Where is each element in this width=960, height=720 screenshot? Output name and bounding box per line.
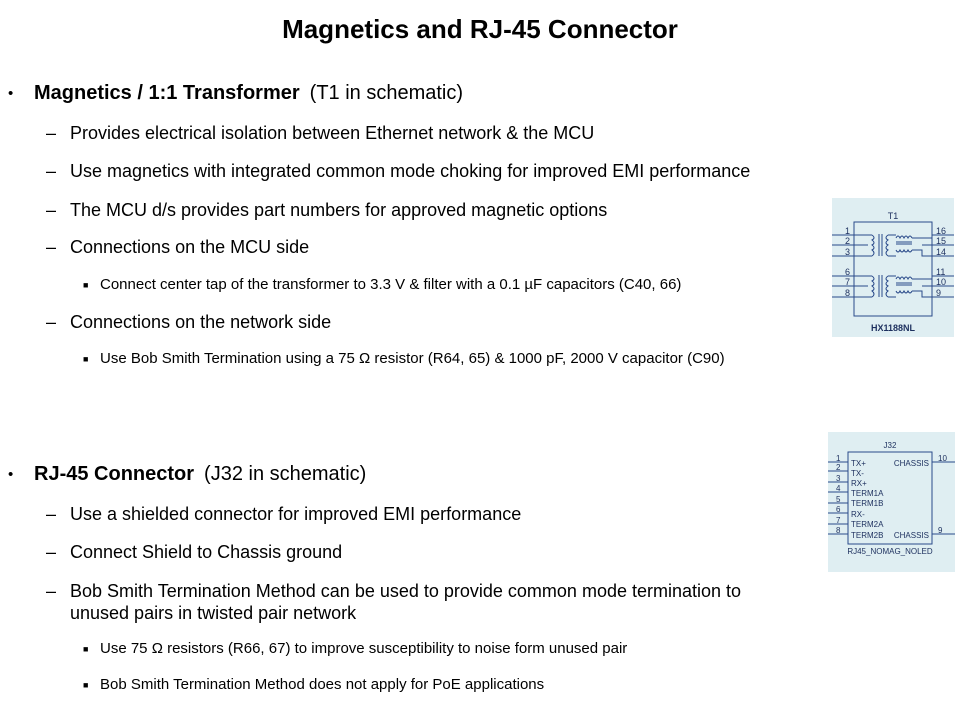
j32-signal-label: TERM2B	[851, 531, 884, 540]
dash-marker: –	[46, 581, 57, 601]
list-item-text: Use Bob Smith Termination using a 75 Ω resistor (R64, 65) & 1000 pF, 2000 V capacitor (C90)	[100, 350, 725, 367]
list-item	[46, 199, 608, 221]
rj45-connector-schematic	[828, 432, 955, 572]
t1-pin-label: 15	[936, 236, 947, 246]
square-marker: ■	[83, 680, 89, 690]
j32-pin-label: 10	[938, 454, 947, 463]
square-marker: ■	[83, 644, 89, 654]
list-item-text: Connections on the MCU side	[70, 237, 310, 257]
dash-marker: –	[46, 200, 57, 220]
j32-signal-label: TX+	[851, 459, 866, 468]
transformer-schematic	[832, 198, 954, 337]
t1-pin-label: 7	[845, 277, 851, 287]
j32-pin-label: 6	[836, 505, 841, 514]
magnetics-heading-note: (T1 in schematic)	[309, 82, 464, 104]
t1-pin-label: 1	[845, 226, 851, 236]
list-item	[83, 640, 628, 657]
list-item	[83, 676, 545, 693]
dash-marker: –	[46, 504, 57, 524]
t1-pin-label: 10	[936, 277, 947, 287]
j32-signal-label: RX+	[851, 479, 867, 488]
dash-marker: –	[46, 542, 57, 562]
list-item	[46, 160, 751, 182]
list-item	[46, 311, 332, 333]
j32-chassis-label: CHASSIS	[893, 531, 929, 540]
list-item-text: Connections on the network side	[70, 312, 332, 332]
j32-pin-label: 5	[836, 495, 841, 504]
section-magnetics-heading	[8, 82, 464, 105]
section-rj45-heading	[8, 463, 367, 486]
list-item-text: Bob Smith Termination Method can be used to provide common mode termination to	[70, 581, 742, 601]
j32-ref-label: J32	[883, 441, 897, 450]
t1-part-label: HX1188NL	[870, 323, 916, 333]
t1-pin-label: 2	[845, 236, 851, 246]
magnetics-heading-text: Magnetics / 1:1 Transformer	[34, 82, 300, 104]
list-item-text: Connect Shield to Chassis ground	[70, 542, 343, 562]
t1-pin-label: 8	[845, 288, 851, 298]
j32-pin-label: 1	[836, 454, 841, 463]
j32-signal-label: RX-	[851, 510, 865, 519]
list-item-text: Bob Smith Termination Method does not apply for PoE applications	[100, 676, 545, 693]
list-item	[46, 580, 742, 602]
t1-pin-label: 9	[936, 288, 942, 298]
dash-marker: –	[46, 123, 57, 143]
list-item-text: Use magnetics with integrated common mode choking for improved EMI performance	[70, 161, 751, 181]
t1-pin-label: 11	[936, 267, 946, 277]
dash-marker: –	[46, 237, 57, 257]
j32-pin-label: 4	[836, 484, 841, 493]
list-item	[83, 276, 682, 293]
list-item-text: Use 75 Ω resistors (R66, 67) to improve susceptibility to noise form unused pair	[100, 640, 628, 657]
rj45-connector-symbol	[828, 432, 955, 572]
j32-signal-label: TX-	[851, 469, 864, 478]
t1-ref-label: T1	[887, 211, 899, 221]
square-marker: ■	[83, 280, 89, 290]
list-item-text: The MCU d/s provides part numbers for approved magnetic options	[70, 200, 608, 220]
list-item	[46, 122, 595, 144]
bullet-marker: •	[8, 85, 14, 102]
transformer-symbol	[832, 198, 954, 337]
list-item-text: unused pairs in twisted pair network	[70, 603, 357, 623]
j32-pin-label: 9	[938, 526, 943, 535]
list-item-text: Provides electrical isolation between Ethernet network & the MCU	[70, 123, 595, 143]
list-item	[46, 503, 522, 525]
j32-signal-label: TERM2A	[851, 520, 884, 529]
j32-signal-label: TERM1A	[851, 489, 884, 498]
t1-pin-label: 14	[936, 247, 947, 257]
rj45-heading-note: (J32 in schematic)	[204, 463, 367, 485]
list-item	[83, 350, 725, 367]
j32-pin-label: 8	[836, 526, 841, 535]
t1-pin-label: 16	[936, 226, 947, 236]
list-item	[46, 541, 343, 563]
square-marker: ■	[83, 354, 89, 364]
list-item-continuation	[70, 602, 356, 624]
j32-pin-label: 7	[836, 516, 841, 525]
j32-part-label: RJ45_NOMAG_NOLED	[847, 547, 933, 556]
j32-chassis-label: CHASSIS	[893, 459, 929, 468]
dash-marker: –	[46, 161, 57, 181]
j32-pin-label: 3	[836, 474, 841, 483]
rj45-heading-text: RJ-45 Connector	[34, 463, 195, 485]
t1-pin-label: 6	[845, 267, 851, 277]
j32-pin-label: 2	[836, 463, 841, 472]
bullet-marker: •	[8, 466, 14, 483]
t1-pin-label: 3	[845, 247, 851, 257]
list-item	[46, 236, 310, 258]
dash-marker: –	[46, 312, 57, 332]
list-item-text: Connect center tap of the transformer to 3.3 V & filter with a 0.1 µF capacitors (C40, 66)	[100, 276, 682, 293]
slide-title: Magnetics and RJ-45 Connector	[282, 14, 678, 44]
j32-signal-label: TERM1B	[851, 499, 884, 508]
list-item-text: Use a shielded connector for improved EMI performance	[70, 504, 522, 524]
